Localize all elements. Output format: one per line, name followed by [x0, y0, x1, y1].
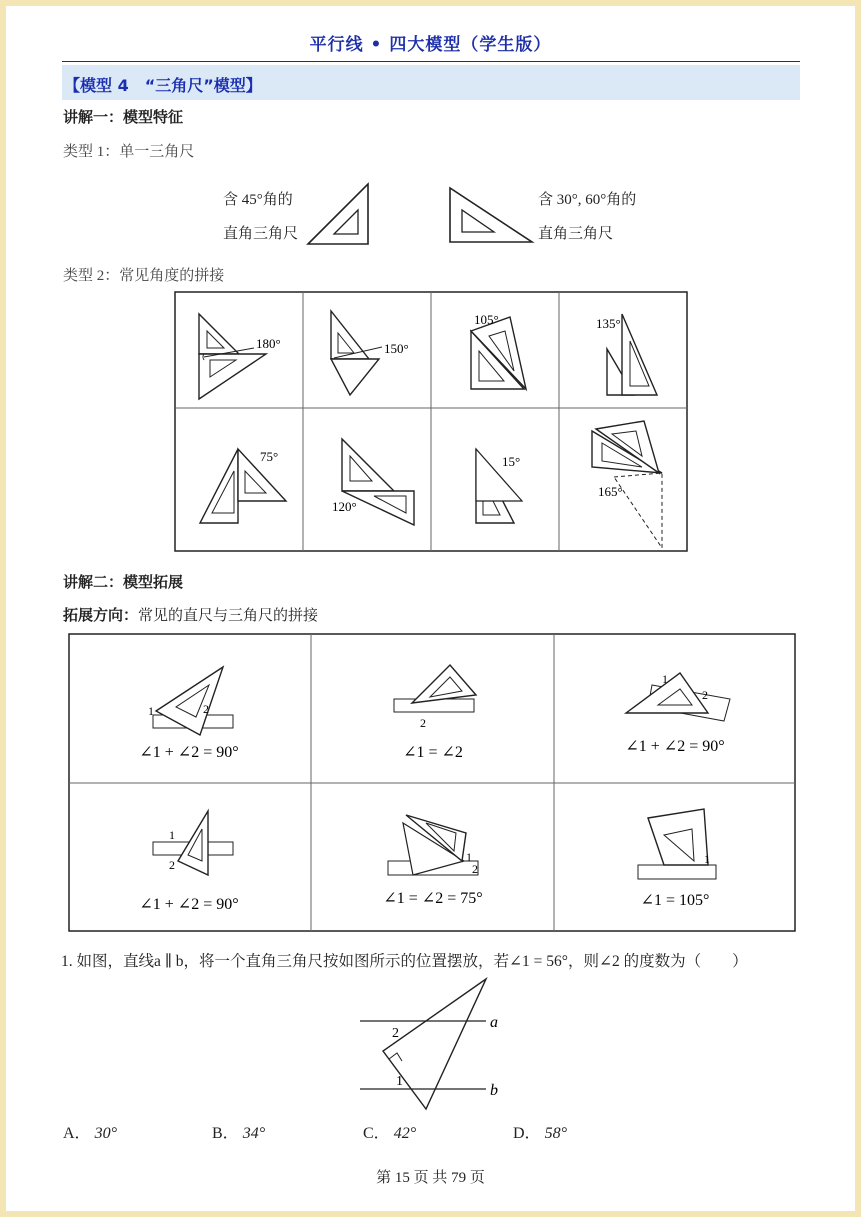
angle-2-label: 2: [392, 1026, 399, 1041]
ruler30-caption-2: 直角三角尺: [538, 226, 614, 242]
ruler30-caption-1: 含 30°, 60°角的: [538, 192, 637, 208]
angle-label-105: 105°: [474, 312, 499, 327]
angle-combination-table: [174, 291, 688, 553]
section-title: 【模型 4 “三角尺”模型】: [64, 76, 262, 95]
angle-label-120: 120°: [332, 499, 357, 514]
svg-text:2: 2: [472, 862, 478, 876]
ruler45-caption-2: 直角三角尺: [223, 226, 299, 242]
svg-text:1: 1: [704, 852, 710, 866]
relation-2: ∠1 = ∠2: [403, 744, 463, 761]
svg-text:1: 1: [169, 828, 175, 842]
header-rule: [62, 61, 800, 62]
relation-4: ∠1 + ∠2 = 90°: [139, 896, 239, 913]
page-number: 第 15 页 共 79 页: [376, 1170, 485, 1186]
part2-heading: 讲解二：模型拓展: [63, 573, 184, 591]
option-a[interactable]: A． 30°: [63, 1125, 117, 1142]
relation-5: ∠1 = ∠2 = 75°: [383, 890, 483, 907]
extension-label: 拓展方向：: [63, 606, 139, 624]
angle-label-165: 165°: [598, 484, 623, 499]
svg-text:2: 2: [203, 702, 209, 716]
option-c[interactable]: C． 42°: [363, 1125, 417, 1142]
ruler45-caption-1: 含 45°角的: [223, 192, 293, 208]
angle-label-75: 75°: [260, 449, 279, 464]
ruler-45-figure: [306, 178, 376, 248]
line-b-label: b: [490, 1082, 498, 1099]
relation-1: ∠1 + ∠2 = 90°: [139, 744, 239, 761]
ruler-30-figure: [446, 184, 536, 246]
question-1-text: 1. 如图，直线a ∥ b，将一个直角三角尺按如图所示的位置摆放，若∠1 = 56°，则∠2 的度数为（ ）: [61, 953, 748, 970]
extension-direction: [63, 604, 318, 625]
relation-6: ∠1 = 105°: [640, 892, 710, 909]
question-1-figure: [356, 971, 516, 1116]
page-header-title: 平行线 • 四大模型（学生版）: [309, 35, 552, 55]
angle-label-150: 150°: [384, 341, 409, 356]
type2-label: 类型 2：常见角度的拼接: [63, 268, 225, 284]
relation-3: ∠1 + ∠2 = 90°: [625, 738, 725, 755]
angle-1-label: 1: [396, 1074, 403, 1089]
svg-text:1: 1: [662, 672, 668, 686]
option-b[interactable]: B． 34°: [212, 1125, 266, 1142]
page: [6, 6, 855, 1211]
section-banner: [62, 65, 800, 100]
svg-text:1: 1: [148, 704, 154, 718]
option-d[interactable]: D． 58°: [513, 1125, 567, 1142]
angle-label-15: 15°: [502, 454, 521, 469]
angle-label-180: 180°: [256, 336, 281, 351]
svg-text:2: 2: [702, 688, 708, 702]
line-a-label: a: [490, 1014, 498, 1031]
svg-text:1: 1: [466, 850, 472, 864]
extension-text: 常见的直尺与三角尺的拼接: [138, 608, 319, 624]
part1-heading: 讲解一：模型特征: [63, 108, 184, 126]
angle-label-135: 135°: [596, 316, 621, 331]
type1-label: 类型 1：单一三角尺: [63, 144, 195, 160]
ruler-triangle-table: [68, 633, 796, 933]
svg-text:2: 2: [420, 716, 426, 730]
svg-text:2: 2: [169, 858, 175, 872]
